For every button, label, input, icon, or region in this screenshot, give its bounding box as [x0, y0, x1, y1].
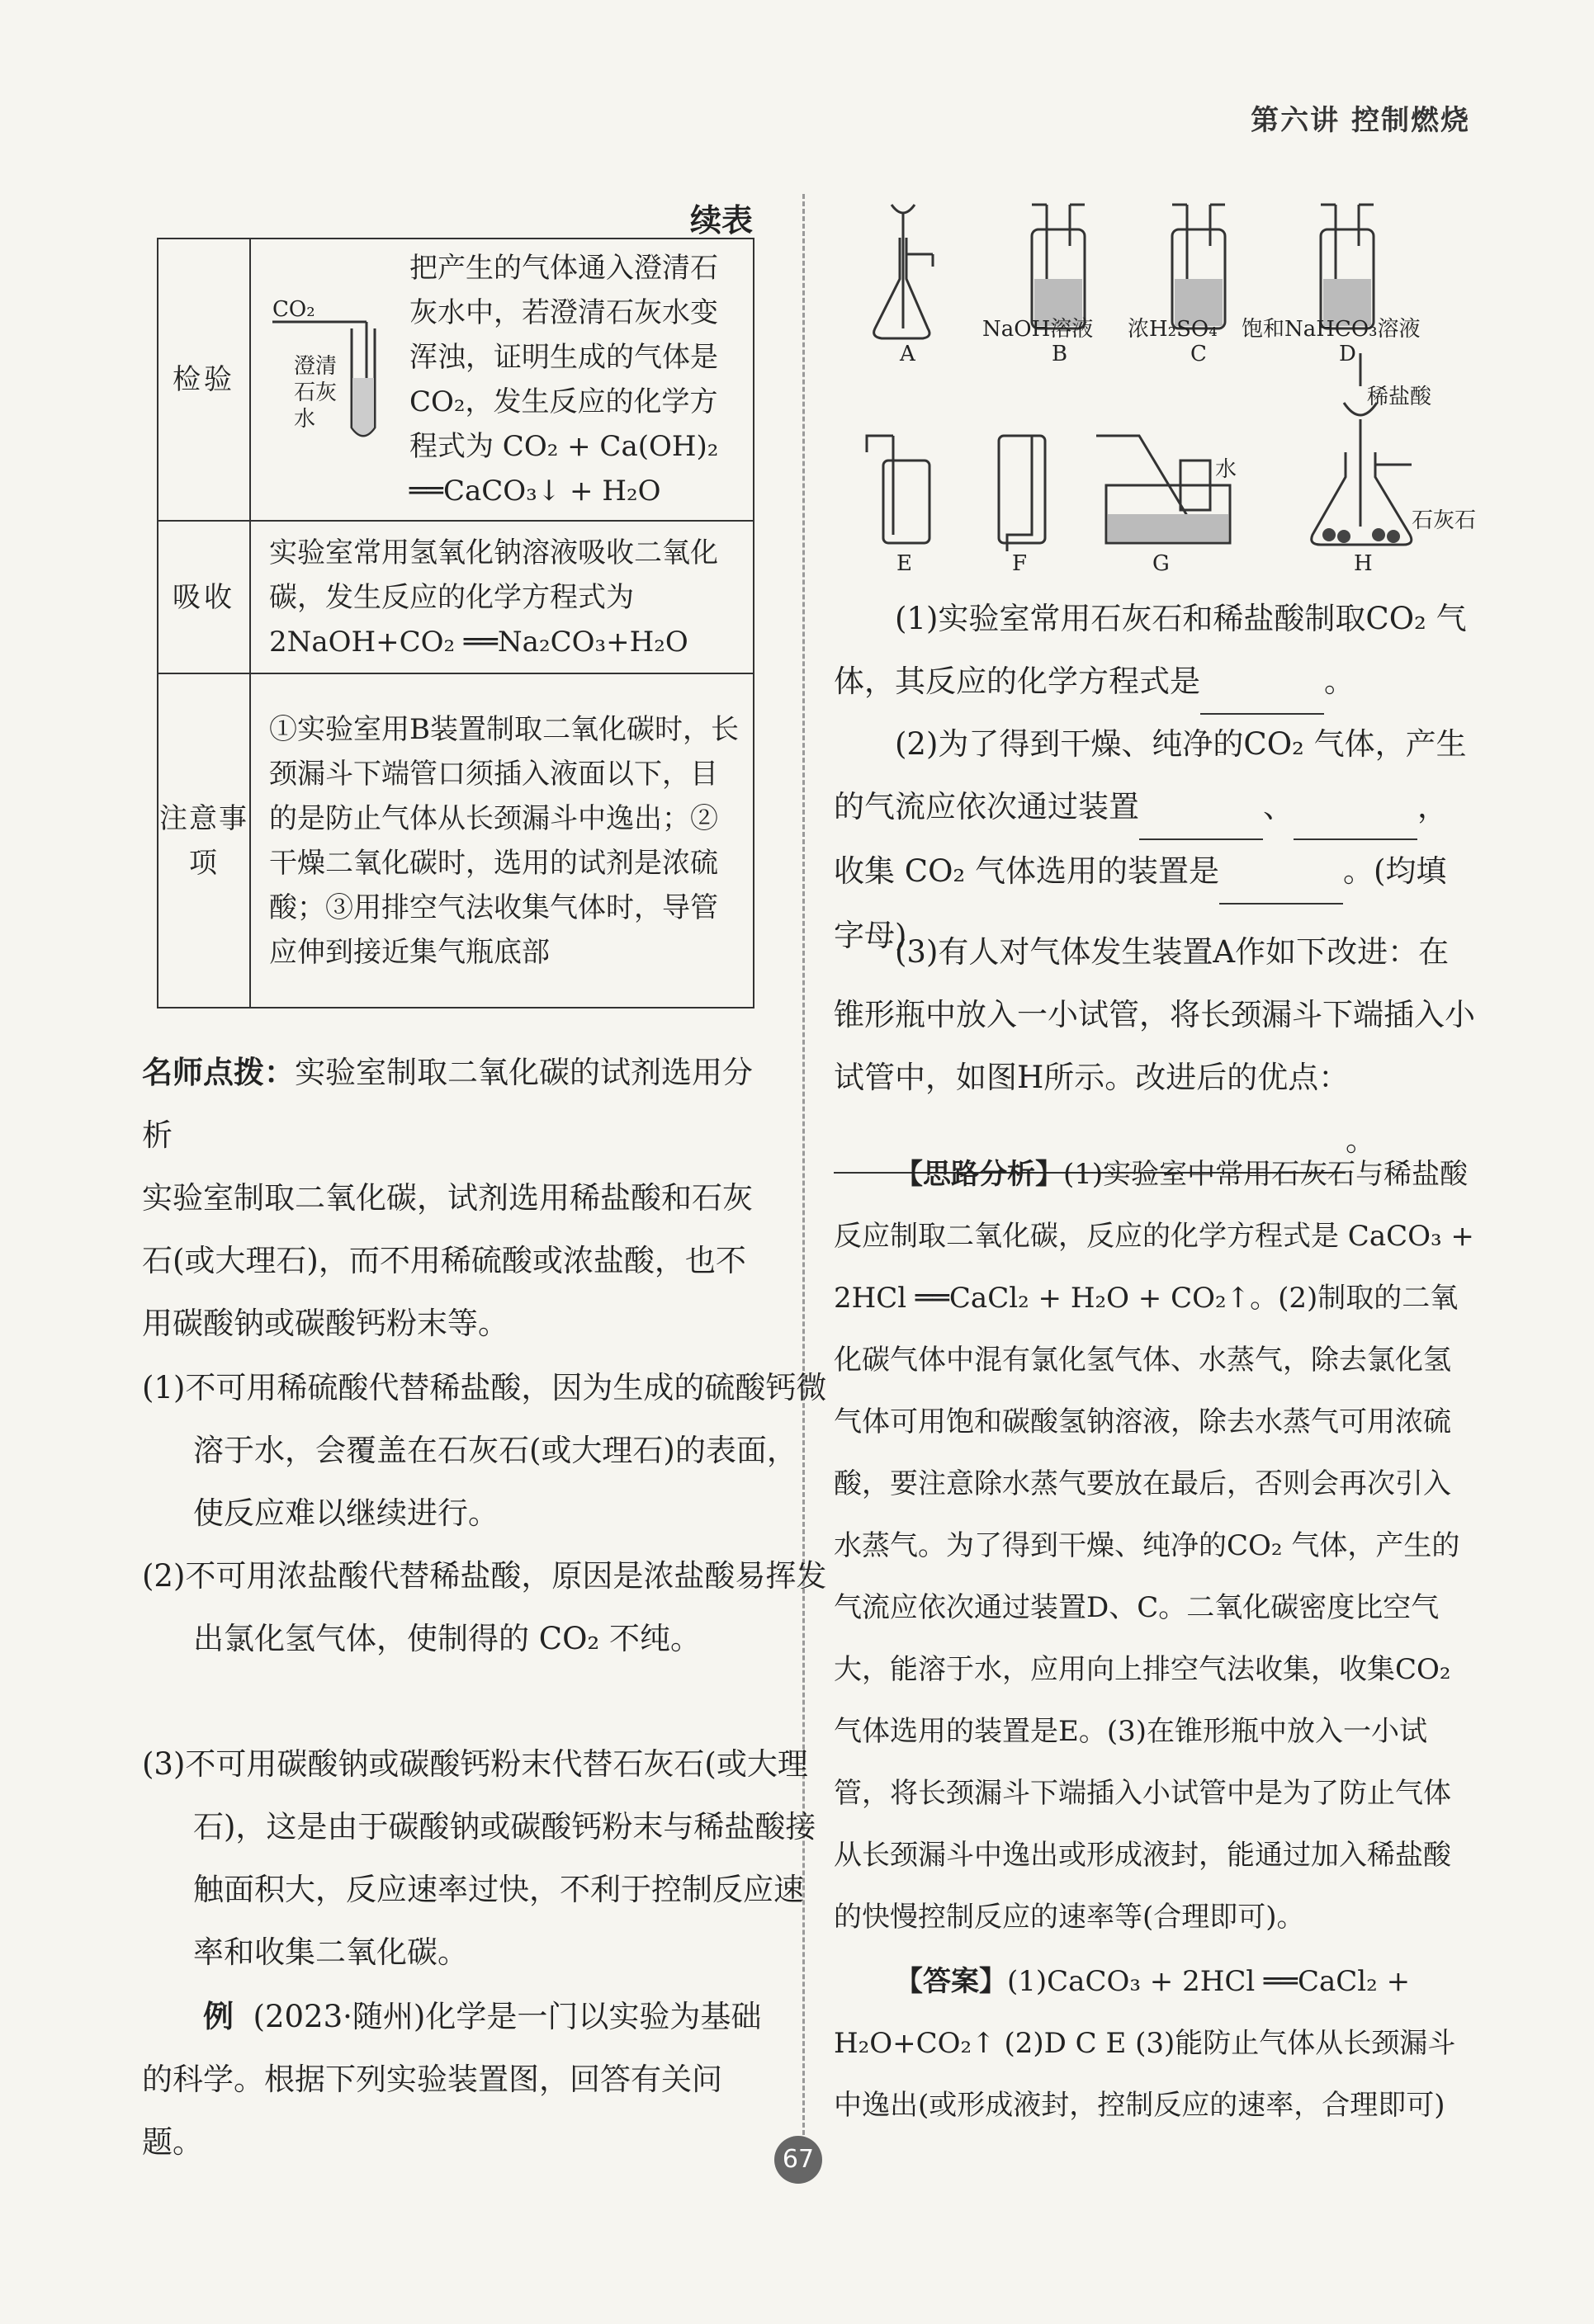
q3-end: 。 — [1346, 1122, 1376, 1158]
label-E: E — [896, 551, 912, 576]
answer-title: 【答案】 — [895, 1965, 1007, 1998]
analysis-paragraph — [834, 1144, 1476, 1948]
row-label-absorb: 吸收 — [158, 521, 250, 673]
label-H-acid: 稀盐酸 — [1367, 385, 1432, 409]
absorb-text: 实验室常用氢氧化钠溶液吸收二氧化碳，发生反应的化学方程式为2NaOH+CO₂ ══Na₂CO₃+H₂O — [250, 521, 754, 673]
q2-sep: 、 — [1263, 789, 1294, 824]
continued-table — [157, 238, 754, 1008]
table-row — [158, 521, 754, 673]
question-2b-text: 收集 CO₂ 气体选用的装置是 — [834, 853, 1219, 889]
answer-blank-2a[interactable] — [1139, 776, 1263, 840]
tip-head: 实验室制取二氧化碳的试剂选用分析 — [142, 1055, 753, 1153]
fig-co2-label: CO₂ — [272, 297, 315, 322]
tip-title: 名师点拨： — [142, 1055, 295, 1090]
q2-end: 。(均填字母) — [834, 853, 1447, 953]
question-3-text: (3)有人对气体发生装置A作如下改进：在锥形瓶中放入一小试管，将长颈漏斗下端插入小试管中，如图H所示。改进后的优点： — [834, 934, 1475, 1095]
q1-end: 。 — [1324, 664, 1355, 699]
table-row — [158, 239, 754, 521]
list-item: (3)不可用碳酸钠或碳酸钙粉末代替石灰石(或大理石)，这是由于碳酸钠或碳酸钙粉末与稀盐酸接触面积大，反应速率过快，不利于控制反应速率和收集二氧化碳。 — [142, 1746, 816, 1970]
test-text: 把产生的气体通入澄清石灰水中，若澄清石灰水变浑浊，证明生成的气体是CO₂，发生反应的化学方程式为 CO₂ + Ca(OH)₂ ══CaCO₃↓ + H₂O — [409, 252, 719, 508]
label-G-water: 水 — [1215, 457, 1237, 482]
example-paragraph — [142, 1986, 776, 2174]
list-item: (1)不可用稀硫酸代替稀盐酸，因为生成的硫酸钙微溶于水，会覆盖在石灰石(或大理石)的表面，使反应难以继续进行。 — [142, 1370, 827, 1531]
answer-paragraph — [834, 1951, 1476, 2137]
answer-blank-2c[interactable] — [1219, 840, 1343, 905]
analysis-text: (1)实验室中常用石灰石与稀盐酸反应制取二氧化碳，反应的化学方程式是 CaCO₃ + 2HCl ══CaCl₂ + H₂O + CO₂↑。(2)制取的二氧化碳气体中混有氯化氢气体、水蒸气，除去氯化氢气体可用饱和碳酸氢钠溶液，除去水蒸气可用浓硫酸，要注意除水蒸气要放在最后，否则会再次引入水蒸气。为了得到干燥、纯净的CO₂ 气体，产生的气流应依次通过装置D、C。二氧化碳密度比空气大，能溶于水，应用向上排空气法收集，收集CO₂ 气体选用的装置是E。(3)在锥形瓶中放入一小试管，将长颈漏斗下端插入小试管中是为了防止气体从长颈漏斗中逸出或形成液封，能通过加入稀盐酸的快慢控制反应的速率等(合理即可)。 — [834, 1158, 1474, 1934]
example-text: (2023·随州)化学是一门以实验为基础的科学。根据下列实验装置图，回答有关问题。 — [142, 1999, 762, 2160]
question-2-text: (2)为了得到干燥、纯净的CO₂ 气体，产生的气流应依次通过装置 — [834, 726, 1467, 824]
label-C: C — [1190, 342, 1207, 366]
table-row — [158, 673, 754, 1008]
label-D-solution: 饱和NaHCO₃溶液 — [1242, 317, 1421, 342]
table-continued-label: 续表 — [690, 202, 754, 239]
example-label: 例 — [203, 1999, 234, 2034]
question-3 — [834, 921, 1476, 1174]
q2-comma: ， — [1417, 789, 1448, 824]
label-F: F — [1012, 551, 1028, 576]
chapter-header: 第六讲 控制燃烧 — [1251, 104, 1470, 137]
notes-text: ①实验室用B装置制取二氧化碳时，长颈漏斗下端管口须插入液面以下，目的是防止气体从长颈漏斗中逸出；②干燥二氧化碳时，选用的试剂是浓硫酸；③用排空气法收集气体时，导管应伸到接近集气瓶底部 — [250, 673, 754, 1008]
label-D: D — [1339, 342, 1356, 366]
list-item: (2)不可用浓盐酸代替稀盐酸，原因是浓盐酸易挥发出氯化氢气体，使制得的 CO₂ 不纯。 — [142, 1558, 827, 1656]
answer-text: (1)CaCO₃ + 2HCl ══CaCl₂ + H₂O+CO₂↑ (2)D C E (3)能防止气体从长颈漏斗中逸出(或形成液封，控制反应的速率，合理即可) — [834, 1965, 1456, 2122]
label-G: G — [1152, 551, 1170, 576]
analysis-title: 【思路分析】 — [895, 1158, 1063, 1191]
label-H: H — [1354, 551, 1373, 576]
label-A: A — [900, 342, 915, 366]
page-number: 67 — [774, 2136, 822, 2184]
row-label-test: 检验 — [158, 239, 250, 521]
row-label-notes: 注意事项 — [158, 673, 250, 1008]
test-tube-figure — [269, 246, 409, 461]
apparatus-figure — [834, 188, 1478, 584]
fig-limewater-label: 澄清石灰水 — [294, 354, 338, 432]
question-1 — [834, 588, 1476, 715]
row-content-test — [250, 239, 754, 521]
question-1-text: (1)实验室常用石灰石和稀盐酸制取CO₂ 气体，其反应的化学方程式是 — [834, 601, 1467, 699]
label-H-stone: 石灰石 — [1412, 508, 1477, 533]
label-B-solution: NaOH溶液 — [982, 317, 1094, 342]
label-C-solution: 浓H₂SO₄ — [1128, 317, 1218, 342]
label-B: B — [1052, 342, 1068, 366]
answer-blank-1[interactable] — [1200, 650, 1324, 715]
intro-paragraph: 实验室制取二氧化碳，试剂选用稀盐酸和石灰石(或大理石)，而不用稀硫酸或浓盐酸，也不用碳酸钠或碳酸钙粉末等。 — [142, 1180, 753, 1341]
tip-paragraph — [142, 1042, 776, 1167]
answer-blank-2b[interactable] — [1294, 776, 1417, 840]
